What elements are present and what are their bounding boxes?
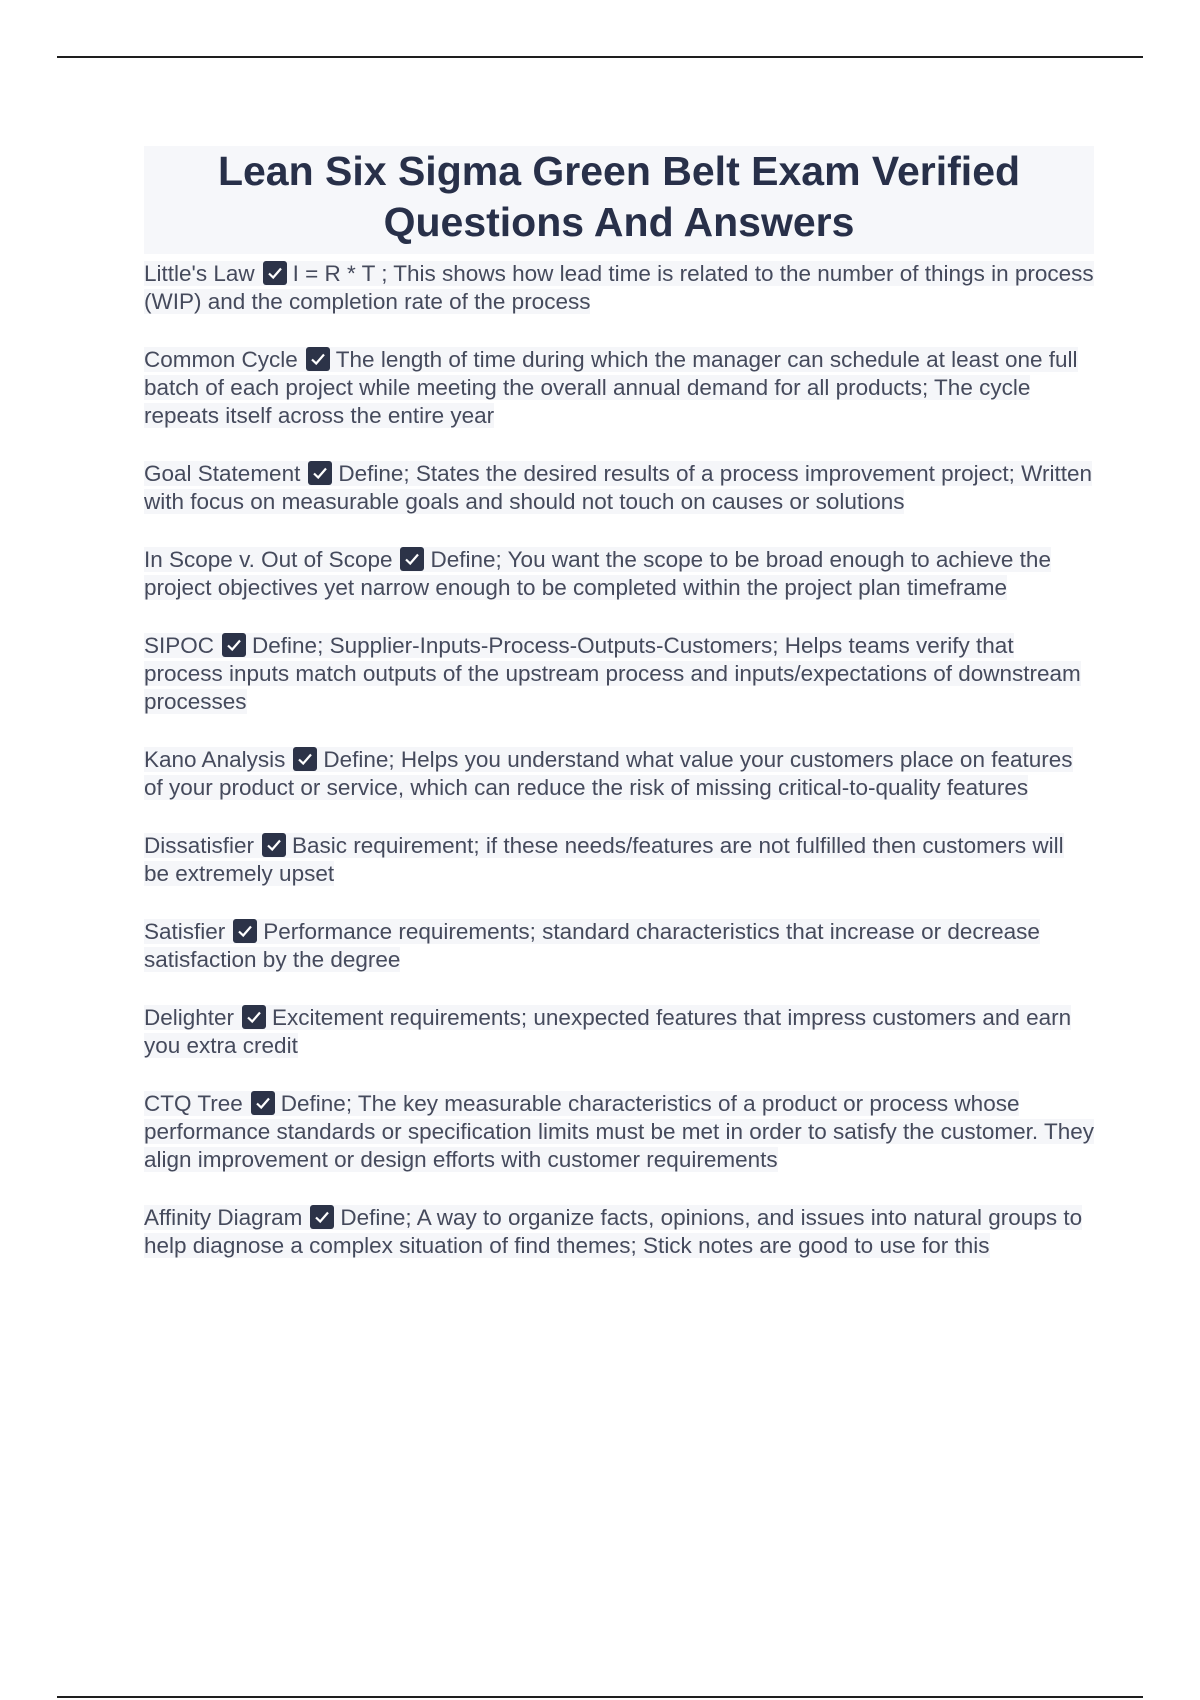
qa-definition: Excitement requirements; unexpected features that impress customers and earn you extra credit <box>144 1005 1072 1058</box>
qa-definition: Define; Supplier-Inputs-Process-Outputs-Customers; Helps teams verify that process inputs match outputs of the upstream process and inputs/expectations of downstream processes <box>144 633 1081 714</box>
page-top-rule <box>57 56 1143 58</box>
qa-item <box>144 1090 1094 1174</box>
check-box-icon <box>308 461 332 485</box>
check-box-icon <box>251 1091 275 1115</box>
qa-item <box>144 260 1094 316</box>
qa-item <box>144 1004 1094 1060</box>
qa-definition: The length of time during which the manager can schedule at least one full batch of each project while meeting the overall annual demand for all products; The cycle repeats itself across the entire year <box>144 347 1078 428</box>
page-bottom-rule <box>57 1696 1143 1698</box>
qa-term: Goal Statement <box>144 461 301 486</box>
qa-item <box>144 746 1094 802</box>
qa-term: SIPOC <box>144 633 215 658</box>
qa-item <box>144 460 1094 516</box>
check-box-icon <box>242 1005 266 1029</box>
check-box-icon <box>233 919 257 943</box>
check-box-icon <box>222 633 246 657</box>
qa-term: Satisfier <box>144 919 226 944</box>
qa-term: Affinity Diagram <box>144 1205 303 1230</box>
check-box-icon <box>310 1205 334 1229</box>
check-box-icon <box>263 261 287 285</box>
qa-definition: Define; Helps you understand what value your customers place on features of your product or service, which can reduce the risk of missing critical-to-quality features <box>144 747 1073 800</box>
qa-item <box>144 546 1094 602</box>
qa-list <box>144 260 1094 1260</box>
qa-term: Little's Law <box>144 261 255 286</box>
document-body <box>144 146 1094 1290</box>
qa-item <box>144 1204 1094 1260</box>
qa-definition: Performance requirements; standard characteristics that increase or decrease satisfaction by the degree <box>144 919 1040 972</box>
qa-definition: Define; A way to organize facts, opinions, and issues into natural groups to help diagnose a complex situation of find themes; Stick notes are good to use for this <box>144 1205 1083 1258</box>
qa-term: Delighter <box>144 1005 235 1030</box>
qa-definition: I = R * T ; This shows how lead time is related to the number of things in process (WIP) and the completion rate of the process <box>144 261 1094 314</box>
qa-term: Kano Analysis <box>144 747 286 772</box>
qa-term: CTQ Tree <box>144 1091 243 1116</box>
qa-definition: Define; The key measurable characteristics of a product or process whose performance standards or specification limits must be met in order to satisfy the customer. They align improvement or design efforts with customer requirements <box>144 1091 1094 1172</box>
qa-item <box>144 918 1094 974</box>
document-title: Lean Six Sigma Green Belt Exam Verified Questions And Answers <box>217 148 1021 245</box>
qa-definition: Define; You want the scope to be broad enough to achieve the project objectives yet narrow enough to be completed within the project plan timeframe <box>144 547 1051 600</box>
qa-item <box>144 346 1094 430</box>
qa-definition: Define; States the desired results of a process improvement project; Written with focus on measurable goals and should not touch on causes or solutions <box>144 461 1093 514</box>
title-block <box>144 146 1094 254</box>
qa-term: Common Cycle <box>144 347 298 372</box>
check-box-icon <box>293 747 317 771</box>
qa-item <box>144 832 1094 888</box>
check-box-icon <box>400 547 424 571</box>
qa-term: Dissatisfier <box>144 833 255 858</box>
qa-item <box>144 632 1094 716</box>
check-box-icon <box>306 347 330 371</box>
qa-definition: Basic requirement; if these needs/features are not fulfilled then customers will be extremely upset <box>144 833 1064 886</box>
check-box-icon <box>262 833 286 857</box>
qa-term: In Scope v. Out of Scope <box>144 547 393 572</box>
